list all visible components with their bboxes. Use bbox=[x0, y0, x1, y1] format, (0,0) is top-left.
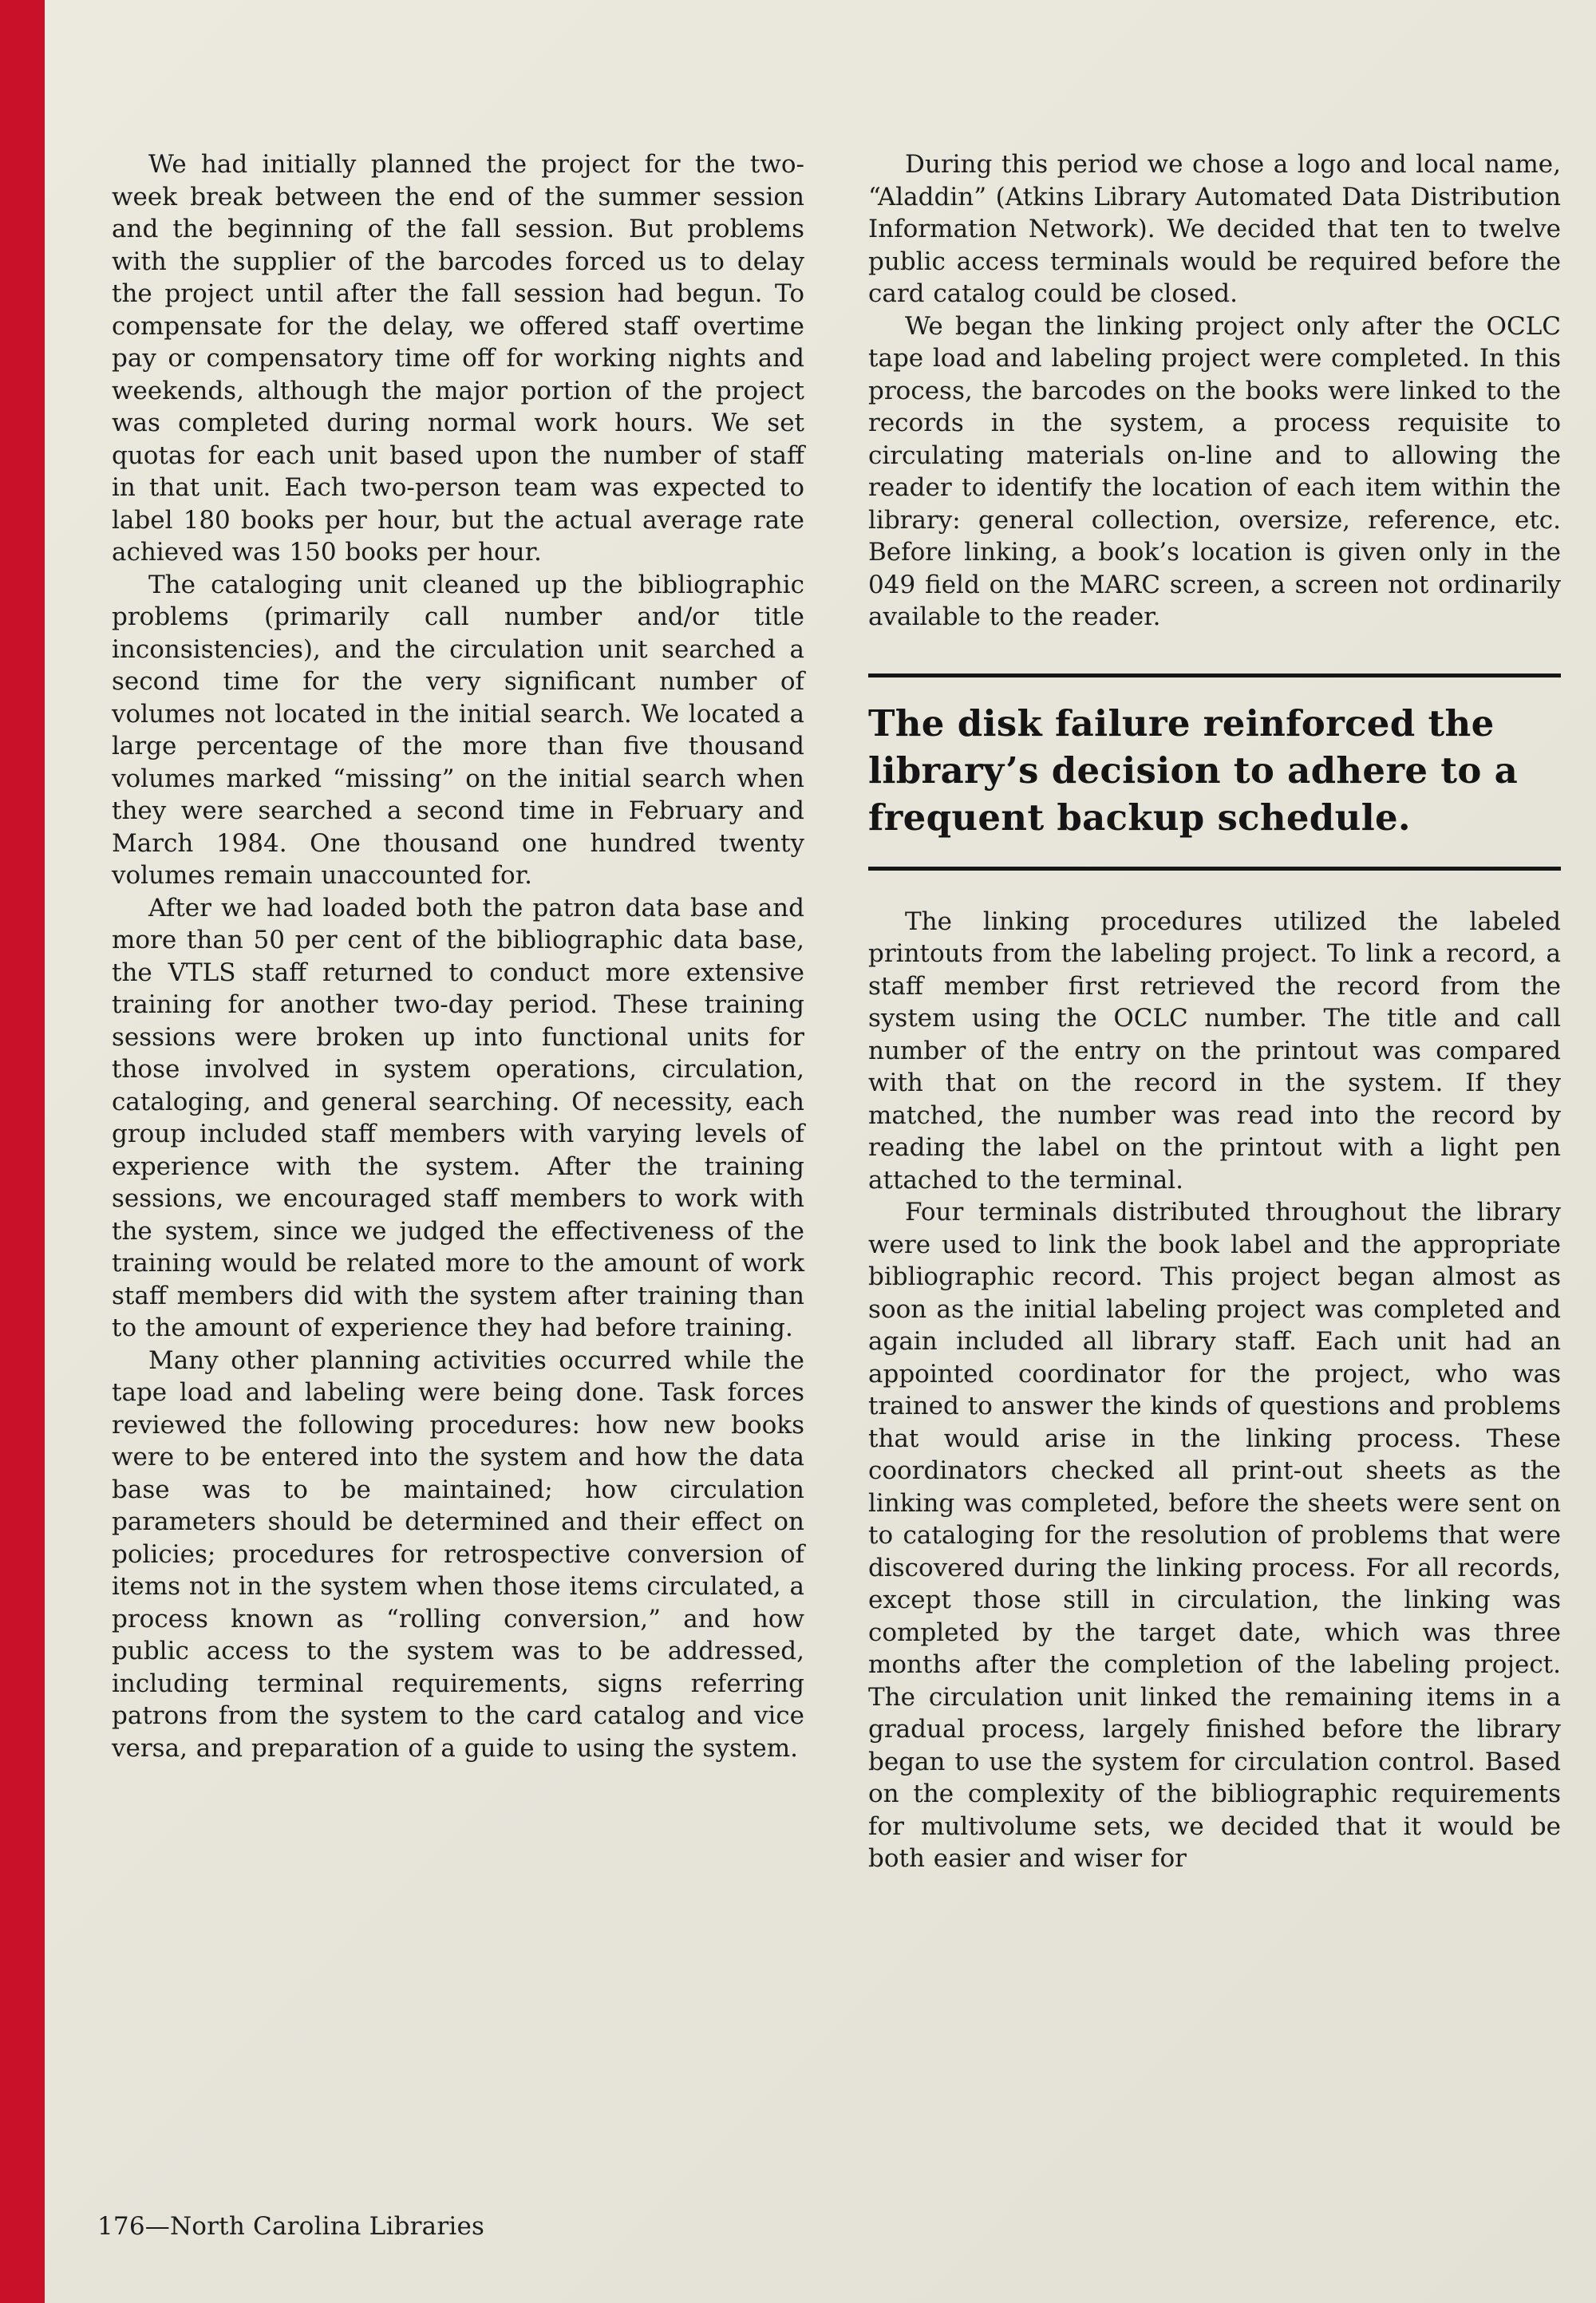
page-footer: 176—North Carolina Libraries bbox=[97, 2212, 485, 2241]
pull-quote-text: The disk failure reinforced the library’s decision to adhere to a frequent backup schedule. bbox=[868, 701, 1519, 839]
right-column bbox=[868, 148, 1561, 1875]
paragraph: We began the linking project only after the OCLC tape load and labeling project were completed. In this process, the barcodes on the books were linked to the records in the system, a process requisite to circulating materials on-line and to allowing the reader to identify the location of each item within the library: general collection, oversize, reference, etc. Before linking, a book’s location is given only in the 049 field on the MARC screen, a screen not ordinarily available to the reader. bbox=[868, 311, 1561, 631]
paragraph: The linking procedures utilized the labeled printouts from the labeling project. To link a record, a staff member first retrieved the record from the system using the OCLC number. The title and call number of the entry on the printout was compared with that on the record in the system. If they matched, the number was read into the record by reading the label on the printout with a light pen attached to the terminal. bbox=[868, 907, 1561, 1195]
pull-quote-bottom-rule bbox=[868, 867, 1561, 871]
paragraph: The cataloging unit cleaned up the bibliographic problems (primarily call number and/or title inconsistencies), and the circulation unit searched a second time for the very significant number of volumes not located in the initial search. We located a large percentage of the more than five thousand volumes marked “missing” on the initial search when they were searched a second time in February and March 1984. One thousand one hundred twenty volumes remain unaccounted for. bbox=[112, 570, 804, 890]
left-edge-red-strip bbox=[0, 0, 45, 2303]
paragraph: Four terminals distributed throughout the library were used to link the book label and the appropriate bibliographic record. This project began almost as soon as the initial labeling project was completed and again included all library staff. Each unit had an appointed coordinator for the project, who was trained to answer the kinds of questions and problems that would arise in the linking process. These coordinators checked all print-out sheets as the linking was completed, before the sheets were sent on to cataloging for the resolution of problems that were discovered during the linking process. For all records, except those still in circulation, the linking was completed by the target date, which was three months after the completion of the labeling project. The circulation unit linked the remaining items in a gradual process, largely finished before the library began to use the system for circulation control. Based on the complexity of the bibliographic requirements for multivolume sets, we decided that it would be both easier and wiser for bbox=[868, 1198, 1561, 1873]
article-body bbox=[112, 148, 1561, 1875]
left-column bbox=[112, 148, 804, 1875]
paragraph: Many other planning activities occurred while the tape load and labeling were being done. Task forces reviewed the following procedures: how new books were to be entered into the system and how the data base was to be maintained; how circulation parameters should be determined and their effect on policies; procedures for retrospective conversion of items not in the system when those items circulated, a process known as “rolling conversion,” and how public access to the system was to be addressed, including terminal requirements, signs referring patrons from the system to the card catalog and vice versa, and preparation of a guide to using the system. bbox=[112, 1345, 804, 1763]
paragraph: During this period we chose a logo and local name, “Aladdin” (Atkins Library Automated Data Distribution Information Network). We decided that ten to twelve public access terminals would be required before the card catalog could be closed. bbox=[868, 150, 1561, 308]
paragraph: We had initially planned the project for the two-week break between the end of the summer session and the beginning of the fall session. But problems with the supplier of the barcodes forced us to delay the project until after the fall session had begun. To compensate for the delay, we offered staff overtime pay or compensatory time off for working nights and weekends, although the major portion of the project was completed during normal work hours. We set quotas for each unit based upon the number of staff in that unit. Each two-person team was expected to label 180 books per hour, but the actual average rate achieved was 150 books per hour. bbox=[112, 150, 804, 567]
paragraph: After we had loaded both the patron data base and more than 50 per cent of the bibliographic data base, the VTLS staff returned to conduct more extensive training for another two-day period. These training sessions were broken up into functional units for those involved in system operations, circulation, cataloging, and general searching. Of necessity, each group included staff members with varying levels of experience with the system. After the training sessions, we encouraged staff members to work with the system, since we judged the effectiveness of the training would be related more to the amount of work staff members did with the system after training than to the amount of experience they had before training. bbox=[112, 893, 804, 1342]
pull-quote bbox=[868, 674, 1561, 871]
